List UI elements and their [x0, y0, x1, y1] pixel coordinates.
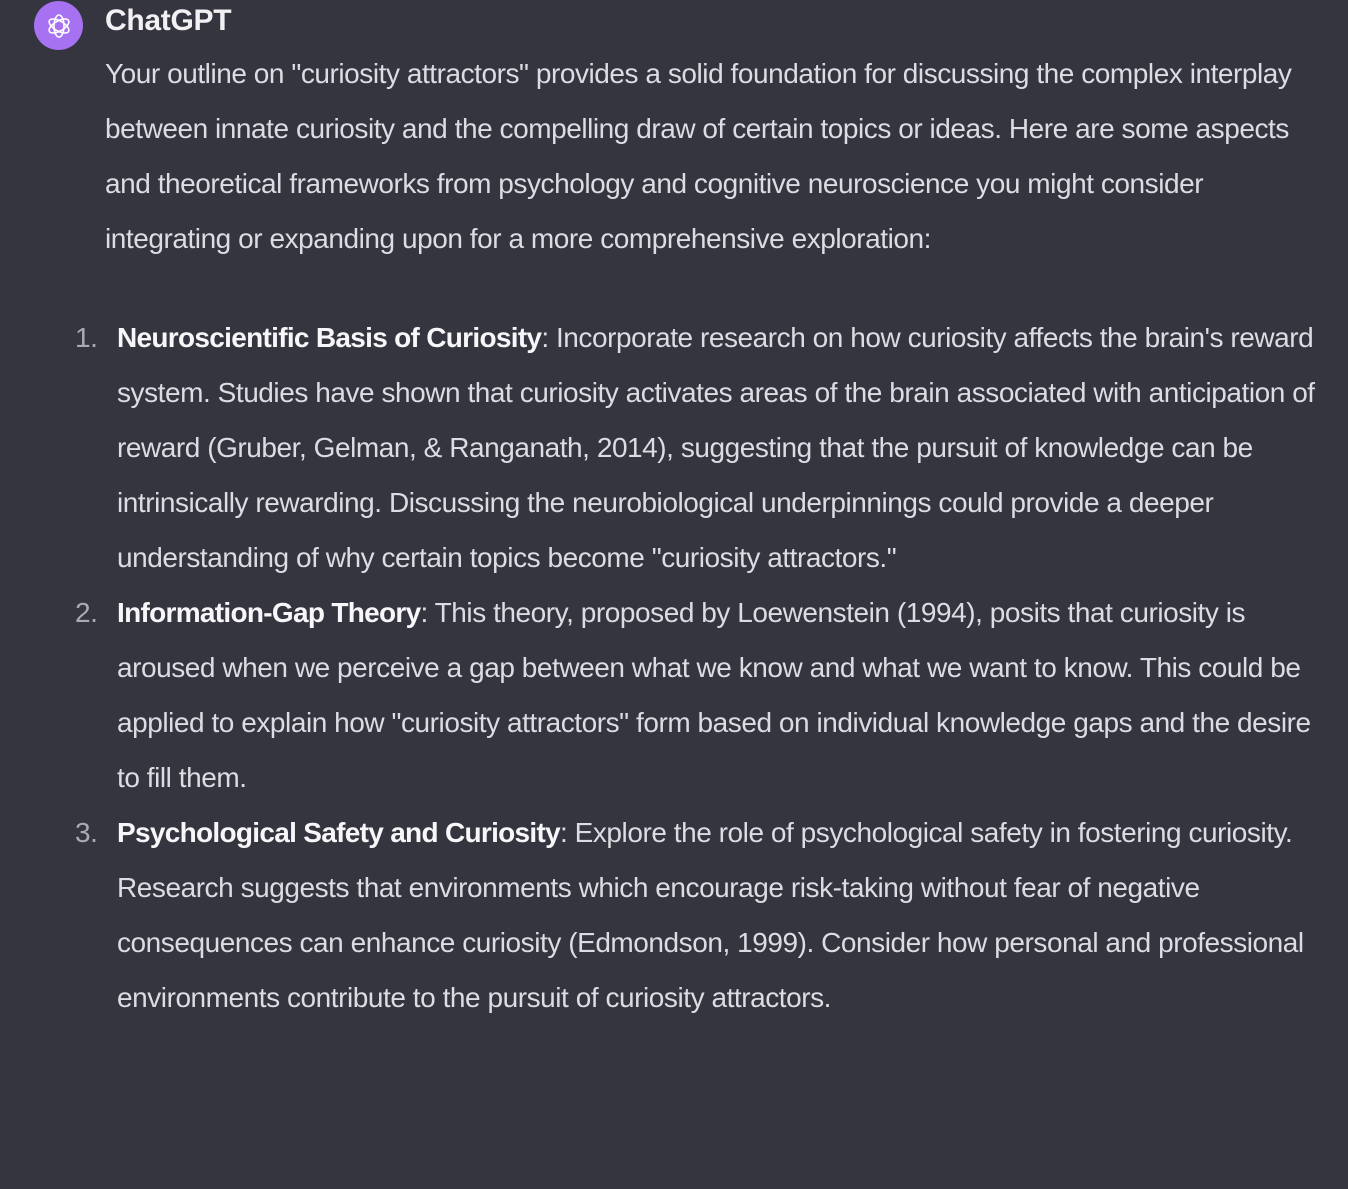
openai-logo-icon	[43, 10, 75, 42]
list-item	[75, 310, 1320, 585]
numbered-list	[75, 310, 1320, 1025]
avatar	[34, 1, 83, 50]
list-number: 2.	[75, 597, 98, 628]
list-item-text: : Explore the role of psychological safety in fostering curiosity. Research suggests that environments which encourage risk-taking without fear of negative consequences can enhance curiosity (Edmondson, 1999). Consider how personal and professional environments contribute to the pursuit of curiosity attractors.	[117, 817, 1304, 1013]
intro-paragraph: Your outline on "curiosity attractors" provides a solid foundation for discussing the complex interplay between innate curiosity and the compelling draw of certain topics or ideas. Here are some aspects and theoretical frameworks from psychology and cognitive neuroscience you might consider integrating or expanding upon for a more comprehensive exploration:	[105, 58, 1292, 254]
list-item-term: Psychological Safety and Curiosity	[117, 817, 560, 848]
list-item-term: Neuroscientific Basis of Curiosity	[117, 322, 542, 353]
list-item	[75, 805, 1320, 1025]
message-content	[75, 46, 1320, 1025]
author-name: ChatGPT	[105, 4, 232, 37]
list-number: 3.	[75, 817, 98, 848]
list-item	[75, 585, 1320, 805]
list-item-text: : This theory, proposed by Loewenstein (1994), posits that curiosity is aroused when we perceive a gap between what we know and what we want to know. This could be applied to explain how "curiosity attractors" form based on individual knowledge gaps and the desire to fill them.	[117, 597, 1311, 793]
list-number: 1.	[75, 322, 98, 353]
list-item-text: : Incorporate research on how curiosity affects the brain's reward system. Studies have shown that curiosity activates areas of the brain associated with anticipation of reward (Gruber, Gelman, & Ranganath, 2014), suggesting that the pursuit of knowledge can be intrinsically rewarding. Discussing the neurobiological underpinnings could provide a deeper understanding of why certain topics become "curiosity attractors."	[117, 322, 1315, 573]
list-item-term: Information-Gap Theory	[117, 597, 421, 628]
